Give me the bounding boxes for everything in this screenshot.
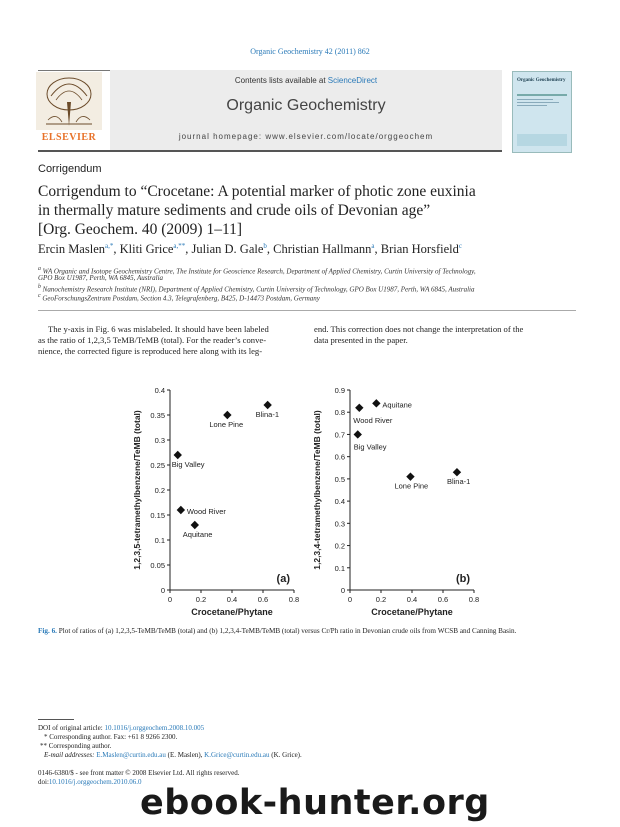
email-owner: (E. Maslen), xyxy=(165,751,205,759)
title-line: in thermally mature sediments and crude oils of Devonian age” xyxy=(38,202,431,219)
affiliation-a-cont: GPO Box U1987, Perth, WA 6845, Australia xyxy=(38,274,164,282)
watermark-text: ebook-hunter.org xyxy=(140,783,490,823)
homepage-link[interactable]: www.elsevier.com/locate/orggeochem xyxy=(265,132,434,141)
publisher-name: ELSEVIER xyxy=(41,132,97,143)
data-point-label: Lone Pine xyxy=(209,420,244,429)
footnote-corresponding-1: * Corresponding author. Fax: +61 8 9266 2300. xyxy=(44,733,178,741)
data-point-label: Blina-1 xyxy=(446,477,471,487)
journal-reference[interactable]: Organic Geochemistry 42 (2011) 862 xyxy=(250,47,370,56)
y-tick-label: 0.9 xyxy=(334,386,345,395)
affiliation-text: WA Organic and Isotope Geochemistry Centre, The Institute for Geoscience Research, Department of Applied Chemistry, Curtin University of Technology, xyxy=(42,267,476,276)
y-tick-label: 0 xyxy=(340,586,345,595)
homepage-prefix: journal homepage: xyxy=(178,132,266,141)
panel-label: (a) xyxy=(276,573,290,585)
author-name: Christian Hallmann xyxy=(273,242,372,257)
data-point xyxy=(453,468,461,476)
x-axis-title: Crocetane/Phytane xyxy=(191,607,273,617)
data-point xyxy=(406,472,414,480)
x-tick-label: 0 xyxy=(347,595,353,604)
section-label: Corrigendum xyxy=(38,163,102,175)
author-affiliation-link[interactable]: a xyxy=(371,242,375,250)
author-affiliation-link[interactable]: a,* xyxy=(105,242,114,250)
data-point-label: Big Valley xyxy=(171,460,205,469)
email-link[interactable]: E.Maslen@curtin.edu.au xyxy=(96,751,166,759)
figure-caption-text: Plot of ratios of (a) 1,2,3,5-TeMB/TeMB (total) and (b) 1,2,3,4-TeMB/TeMB (total) versus Cr/Ph ratio in Devonian crude oils from WCSB and Canning Basin. xyxy=(58,627,517,635)
body-column-left xyxy=(38,324,296,357)
title-line: [Org. Geochem. 40 (2009) 1–11] xyxy=(38,221,243,238)
y-tick-label: 0 xyxy=(160,586,165,595)
x-tick-label: 0 xyxy=(167,595,173,604)
data-point xyxy=(177,506,185,514)
cover-title: Organic Geochemistry xyxy=(517,78,566,83)
figure-caption xyxy=(38,627,576,635)
email-owner: (K. Grice). xyxy=(269,751,302,759)
y-tick-label: 0.3 xyxy=(154,436,165,445)
body-line: end. This correction does not change the interpretation of the xyxy=(314,324,524,334)
data-point xyxy=(223,411,231,419)
data-point xyxy=(263,401,271,409)
y-tick-label: 0.1 xyxy=(154,536,165,545)
data-point-label: Big Valley xyxy=(353,442,387,452)
data-point-label: Aquitane xyxy=(382,400,412,410)
article-title xyxy=(38,182,558,239)
y-tick-label: 0.05 xyxy=(150,561,165,570)
y-tick-label: 0.1 xyxy=(334,563,345,573)
scatter-chart-a xyxy=(128,380,308,620)
x-tick-label: 0.2 xyxy=(375,595,387,604)
data-point-label: Wood River xyxy=(353,415,393,425)
footnote-emails xyxy=(44,751,302,760)
doi-line xyxy=(38,778,142,787)
x-tick-label: 0.4 xyxy=(406,595,418,604)
affiliation-text: Nanochemistry Research Institute (NRI), Department of Applied Chemistry, Curtin University of Technology, GPO Box U1987, Perth, WA 6845, Australia xyxy=(42,285,475,294)
contents-line xyxy=(110,76,502,85)
affiliation-mark: b xyxy=(38,284,41,290)
journal-homepage xyxy=(110,132,502,141)
scatter-chart-b xyxy=(308,380,488,620)
data-point xyxy=(191,521,199,529)
author-list: Ercin Maslen$^{a,*}$, Kliti Grice$^{a,**}$, Julian D. Gale$^b$, Christian Hallmann$^a$, Brian Horsfield$^c$ xyxy=(38,242,462,257)
x-axis-title: Crocetane/Phytane xyxy=(371,607,453,617)
y-tick-label: 0.2 xyxy=(154,486,165,495)
y-tick-label: 0.4 xyxy=(334,497,345,507)
data-point-label: Aquitane xyxy=(182,530,213,539)
doi-original-prefix: DOI of original article: xyxy=(38,724,105,732)
y-axis-title: 1,2,3,5-tetramethylbenzene/TeMB (total) xyxy=(132,410,142,570)
author-affiliation-link[interactable]: c xyxy=(458,242,462,250)
journal-cover-thumbnail[interactable] xyxy=(512,71,572,153)
cover-art-icon xyxy=(517,94,567,146)
doi-original-link[interactable]: 10.1016/j.orggeochem.2008.10.005 xyxy=(104,724,205,732)
affiliation-c xyxy=(38,292,578,303)
email-link[interactable]: K.Grice@curtin.edu.au xyxy=(204,751,270,759)
author-name: Julian D. Gale xyxy=(191,242,264,257)
title-line: Corrigendum to “Crocetane: A potential marker of photic zone euxinia xyxy=(38,183,476,200)
y-tick-label: 0.7 xyxy=(334,430,345,440)
author-name: Kliti Grice xyxy=(119,242,174,257)
copyright-line: 0146-6380/$ - see front matter © 2008 Elsevier Ltd. All rights reserved. xyxy=(38,769,240,777)
y-tick-label: 0.5 xyxy=(334,474,345,484)
y-tick-label: 0.8 xyxy=(334,408,345,418)
body-line: The y-axis in Fig. 6 was mislabeled. It should have been labeled xyxy=(48,324,269,334)
footnote-corresponding-2: ** Corresponding author. xyxy=(40,742,112,750)
section-divider xyxy=(38,310,576,311)
body-line: nience, the corrected figure is reproduced here along with its leg- xyxy=(38,346,263,356)
footnote-doi-original xyxy=(38,724,204,733)
panel-label: (b) xyxy=(455,573,470,585)
body-line: as the ratio of 1,2,3,5 TeMB/TeMB (total). For the reader’s conve- xyxy=(38,335,267,345)
contents-prefix: Contents lists available at xyxy=(234,76,328,85)
x-tick-label: 0.8 xyxy=(468,595,480,604)
affiliation-mark: c xyxy=(38,293,41,299)
author-name: Ercin Maslen xyxy=(38,242,105,257)
author-affiliation-link[interactable]: a,** xyxy=(173,242,186,250)
email-prefix: E-mail addresses: xyxy=(44,751,97,759)
y-tick-label: 0.3 xyxy=(334,519,345,529)
y-tick-label: 0.4 xyxy=(154,386,165,395)
y-axis-title: 1,2,3,4-tetramethylbenzene/TeMB (total) xyxy=(312,410,322,570)
data-point xyxy=(354,430,362,438)
affiliation-text: GeoForschungsZentrum Postdam, Section 4.3, Telegrafenberg, B425, D-14473 Postdam, Germany xyxy=(42,294,320,303)
x-tick-label: 0.4 xyxy=(226,595,238,604)
data-point xyxy=(372,399,380,407)
x-tick-label: 0.2 xyxy=(195,595,207,604)
figure-label: Fig. 6. xyxy=(38,627,57,635)
data-point xyxy=(174,451,182,459)
journal-title: Organic Geochemistry xyxy=(226,97,386,114)
doi-link[interactable]: 10.1016/j.orggeochem.2010.06.0 xyxy=(48,778,142,786)
header-bottom-rule xyxy=(38,150,502,152)
x-tick-label: 0.6 xyxy=(257,595,269,604)
data-point-label: Blina-1 xyxy=(255,410,280,419)
body-column-right xyxy=(314,324,576,346)
author-affiliation-link[interactable]: b xyxy=(263,242,267,250)
data-point xyxy=(355,404,363,412)
data-point-label: Wood River xyxy=(186,507,226,516)
y-tick-label: 0.15 xyxy=(150,511,165,520)
y-tick-label: 0.25 xyxy=(150,461,165,470)
sciencedirect-link[interactable]: ScienceDirect xyxy=(327,76,378,85)
y-tick-label: 0.35 xyxy=(150,411,165,420)
affiliation-mark: a xyxy=(38,266,41,272)
x-tick-label: 0.6 xyxy=(437,595,449,604)
data-point-label: Lone Pine xyxy=(394,481,429,491)
x-tick-label: 0.8 xyxy=(288,595,300,604)
doi-prefix: doi: xyxy=(38,778,49,786)
body-line: data presented in the paper. xyxy=(314,335,408,345)
author-name: Brian Horsfield xyxy=(380,242,459,257)
y-tick-label: 0.2 xyxy=(334,541,345,551)
footnote-rule xyxy=(38,719,74,720)
y-tick-label: 0.6 xyxy=(334,452,345,462)
